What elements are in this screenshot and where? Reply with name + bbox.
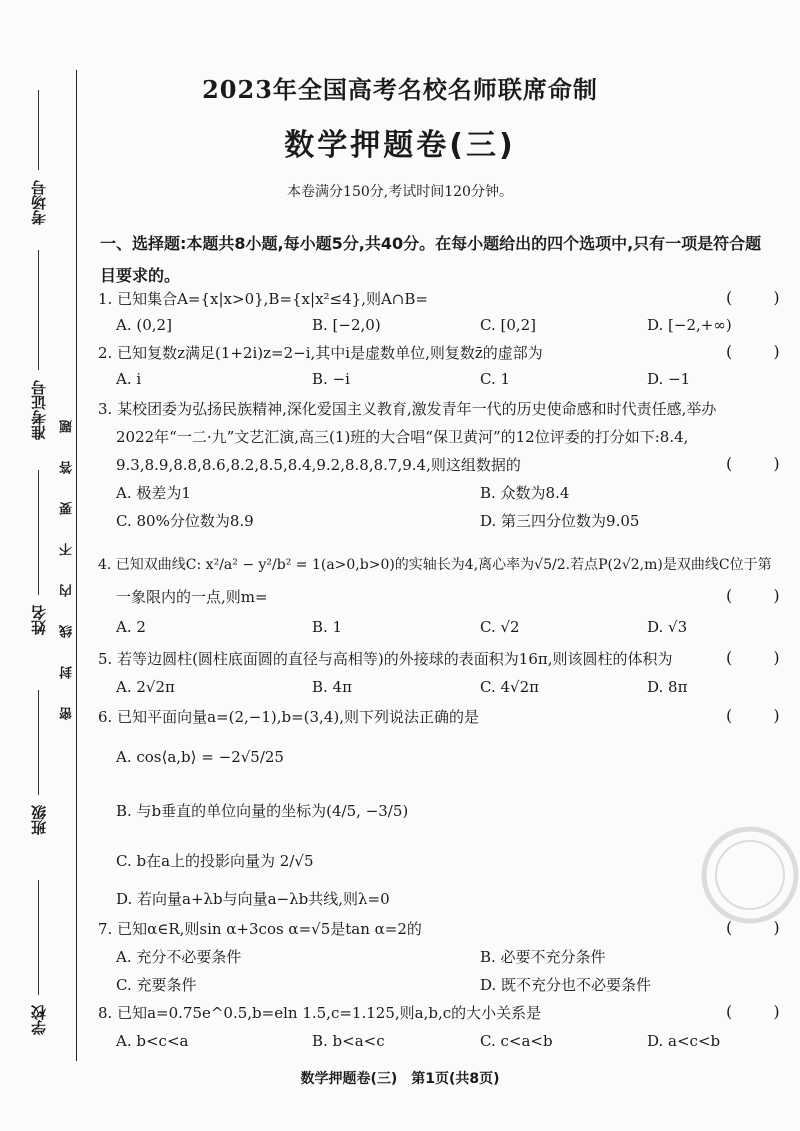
option: A. cos⟨a,b⟩ = −2√5/25 (116, 748, 284, 766)
question-3-line1: 3. 某校团委为弘扬民族精神,深化爱国主义教育,激发青年一代的历史使命感和时代责任感,举办 (98, 400, 717, 418)
option: A. 2 (116, 618, 146, 636)
exam-title: 2023年全国高考名校名师联席命制 (202, 75, 598, 104)
question-8: 8. 已知a=0.75e^0.5,b=eln 1.5,c=1.125,则a,b,c的大小关系是 (98, 1004, 542, 1022)
question-7: 7. 已知α∈R,则sin α+3cos α=√5是tan α=2的 (98, 920, 422, 938)
answer-bracket: ( ) (726, 342, 798, 361)
question-3-line2: 2022年“一二·九”文艺汇演,高三(1)班的大合唱“保卫黄河”的12位评委的打分如下:8.4, (116, 428, 689, 446)
question-4-line1: 4. 已知双曲线C: x²/a² − y²/b² = 1(a>0,b>0)的实轴长为4,离心率为√5/2.若点P(2√2,m)是双曲线C位于第 (98, 557, 772, 573)
option: D. 第三四分位数为9.05 (480, 512, 640, 530)
exam-room-label: 考场号 (30, 180, 48, 225)
watermark-stamp-icon (680, 820, 800, 930)
option: D. −1 (647, 370, 691, 388)
option: B. 1 (312, 618, 343, 636)
option: C. b在a上的投影向量为 2/√5 (116, 852, 314, 870)
option: B. [−2,0) (312, 316, 381, 334)
option: B. 与b垂直的单位向量的坐标为(4/5, −3/5) (116, 802, 409, 820)
option: C. c<a<b (480, 1032, 553, 1050)
option: B. 众数为8.4 (480, 484, 570, 502)
answer-bracket: ( ) (726, 586, 798, 605)
answer-bracket: ( ) (726, 1002, 798, 1021)
option: B. 必要不充分条件 (480, 948, 606, 966)
page-footer: 数学押题卷(三) 第1页(共8页) (300, 1071, 500, 1087)
option: C. 80%分位数为8.9 (116, 512, 254, 530)
option: D. 8π (647, 678, 688, 696)
section-heading (100, 228, 780, 292)
option: D. [−2,+∞) (647, 316, 732, 334)
question-4-line2: 一象限内的一点,则m= (116, 588, 268, 606)
name-blank (38, 470, 39, 595)
option: A. 充分不必要条件 (116, 948, 242, 966)
option: D. a<c<b (647, 1032, 721, 1050)
name-label: 姓名 (30, 605, 48, 635)
answer-bracket: ( ) (726, 454, 798, 473)
option: A. (0,2] (116, 316, 172, 334)
seal-line-text: 密封线内不要答题 (60, 392, 75, 720)
option: B. 4π (312, 678, 352, 696)
answer-bracket: ( ) (726, 706, 798, 725)
class-label: 班级 (30, 805, 48, 835)
paper-subtitle: 数学押题卷(三) (284, 128, 516, 163)
option: A. b<c<a (116, 1032, 189, 1050)
option: B. b<a<c (312, 1032, 385, 1050)
option: C. [0,2] (480, 316, 537, 334)
admission-blank (38, 250, 39, 370)
section-heading-line2: 目要求的。 (100, 266, 181, 285)
option: D. √3 (647, 618, 688, 636)
class-blank (38, 690, 39, 795)
option: D. 若向量a+λb与向量a−λb共线,则λ=0 (116, 890, 390, 908)
score-time-note: 本卷满分150分,考试时间120分钟。 (287, 184, 513, 200)
answer-bracket: ( ) (726, 288, 798, 307)
option: A. 2√2π (116, 678, 175, 696)
option: C. 4√2π (480, 678, 539, 696)
question-2: 2. 已知复数z满足(1+2i)z=2−i,其中i是虚数单位,则复数z̄的虚部为 (98, 344, 543, 362)
admission-label: 准考证号 (30, 380, 48, 440)
school-label: 学校 (30, 1005, 48, 1035)
option: C. 充要条件 (116, 976, 197, 994)
question-5: 5. 若等边圆柱(圆柱底面圆的直径与高相等)的外接球的表面积为16π,则该圆柱的体积为 (98, 650, 673, 668)
answer-bracket: ( ) (726, 648, 798, 667)
option: D. 既不充分也不必要条件 (480, 976, 652, 994)
option: B. −i (312, 370, 350, 388)
option: A. i (116, 370, 142, 388)
option: A. 极差为1 (116, 484, 191, 502)
answer-bracket: ( ) (726, 918, 798, 937)
option: C. √2 (480, 618, 520, 636)
question-1: 1. 已知集合A={x|x>0},B={x|x²≤4},则A∩B= (98, 290, 428, 308)
question-3-line3: 9.3,8.9,8.8,8.6,8.2,8.5,8.4,9.2,8.8,8.7,9.4,则这组数据的 (116, 456, 521, 474)
option: C. 1 (480, 370, 511, 388)
question-6: 6. 已知平面向量a=(2,−1),b=(3,4),则下列说法正确的是 (98, 708, 479, 726)
school-blank (38, 880, 39, 995)
section-heading-line1: 一、选择题:本题共8小题,每小题5分,共40分。在每小题给出的四个选项中,只有一项是符合题 (100, 234, 762, 253)
